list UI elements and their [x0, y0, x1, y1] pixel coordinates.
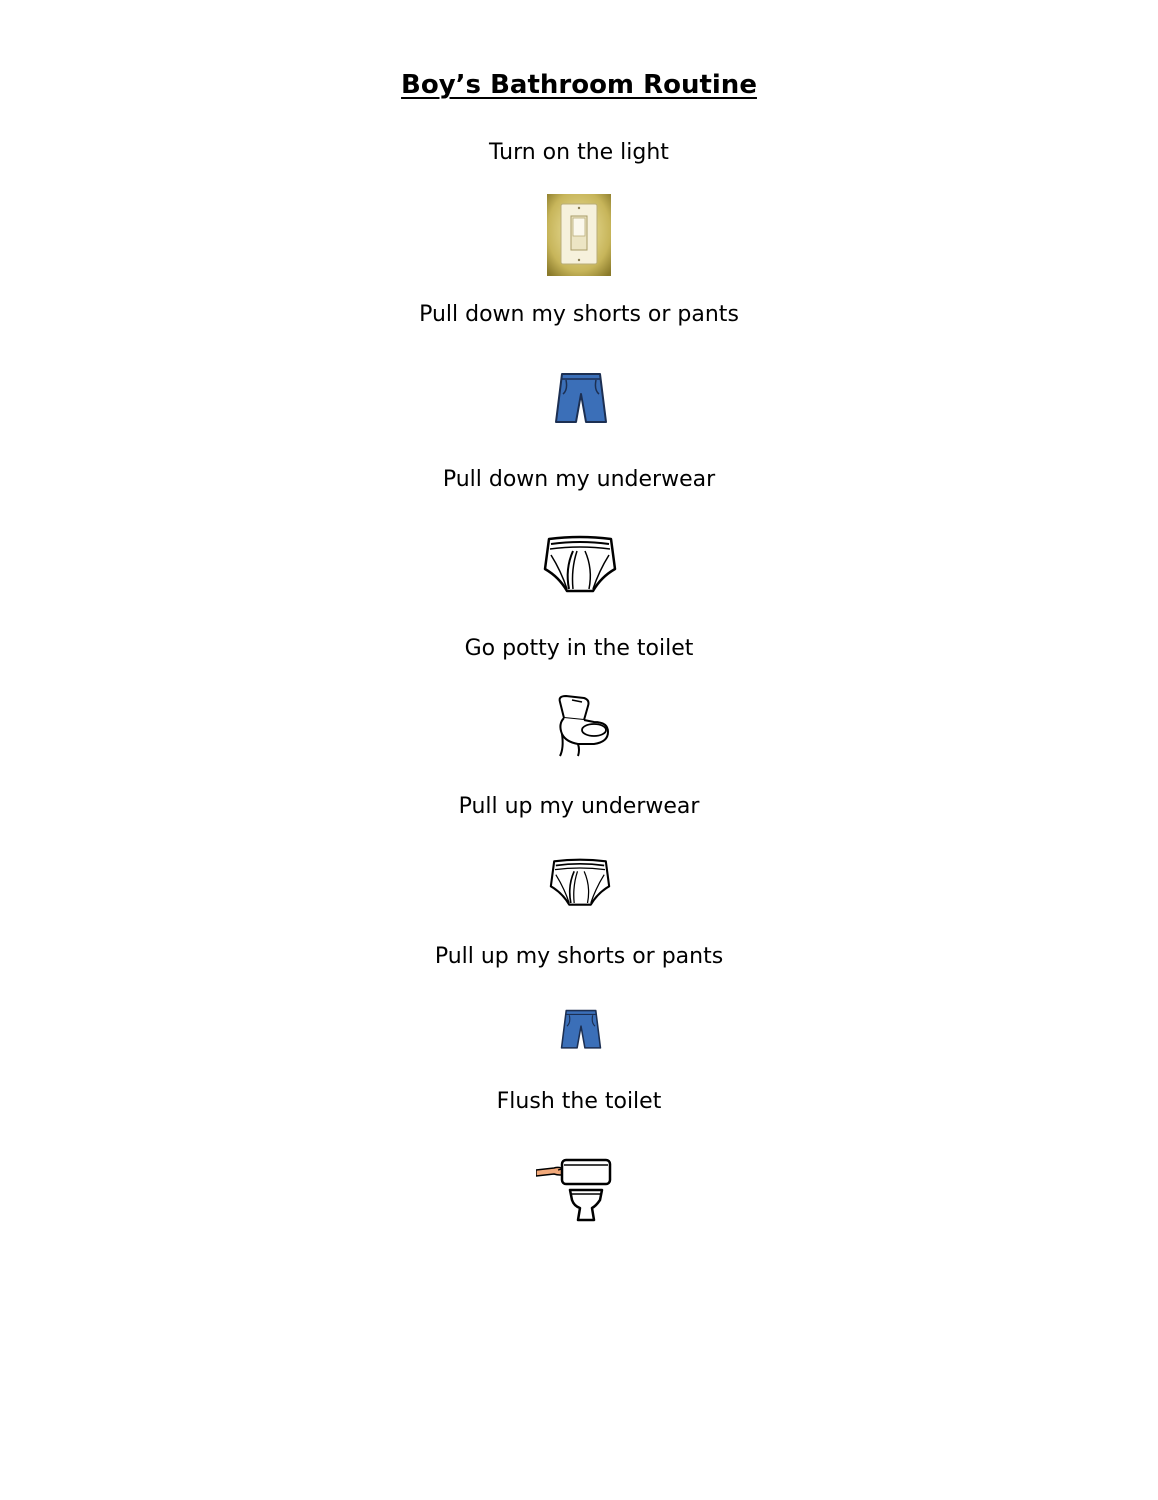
step-label-pull-down-shorts: Pull down my shorts or pants [419, 302, 739, 327]
shorts-icon [554, 372, 608, 426]
step-label-turn-on-light: Turn on the light [489, 140, 669, 165]
step-label-pull-up-shorts: Pull up my shorts or pants [434, 944, 724, 969]
step-label-pull-down-underwear: Pull down my underwear [442, 467, 716, 492]
flush-toilet-icon [536, 1158, 614, 1224]
step-label-pull-up-underwear: Pull up my underwear [458, 794, 700, 819]
shorts-icon [560, 1008, 602, 1052]
page-title: Boy’s Bathroom Routine [401, 70, 757, 100]
toilet-icon [554, 694, 612, 758]
step-label-go-potty: Go potty in the toilet [464, 636, 694, 661]
light-switch-icon [547, 194, 611, 276]
step-label-flush-toilet: Flush the toilet [496, 1089, 662, 1114]
underwear-icon [543, 535, 617, 595]
underwear-icon [549, 858, 611, 908]
